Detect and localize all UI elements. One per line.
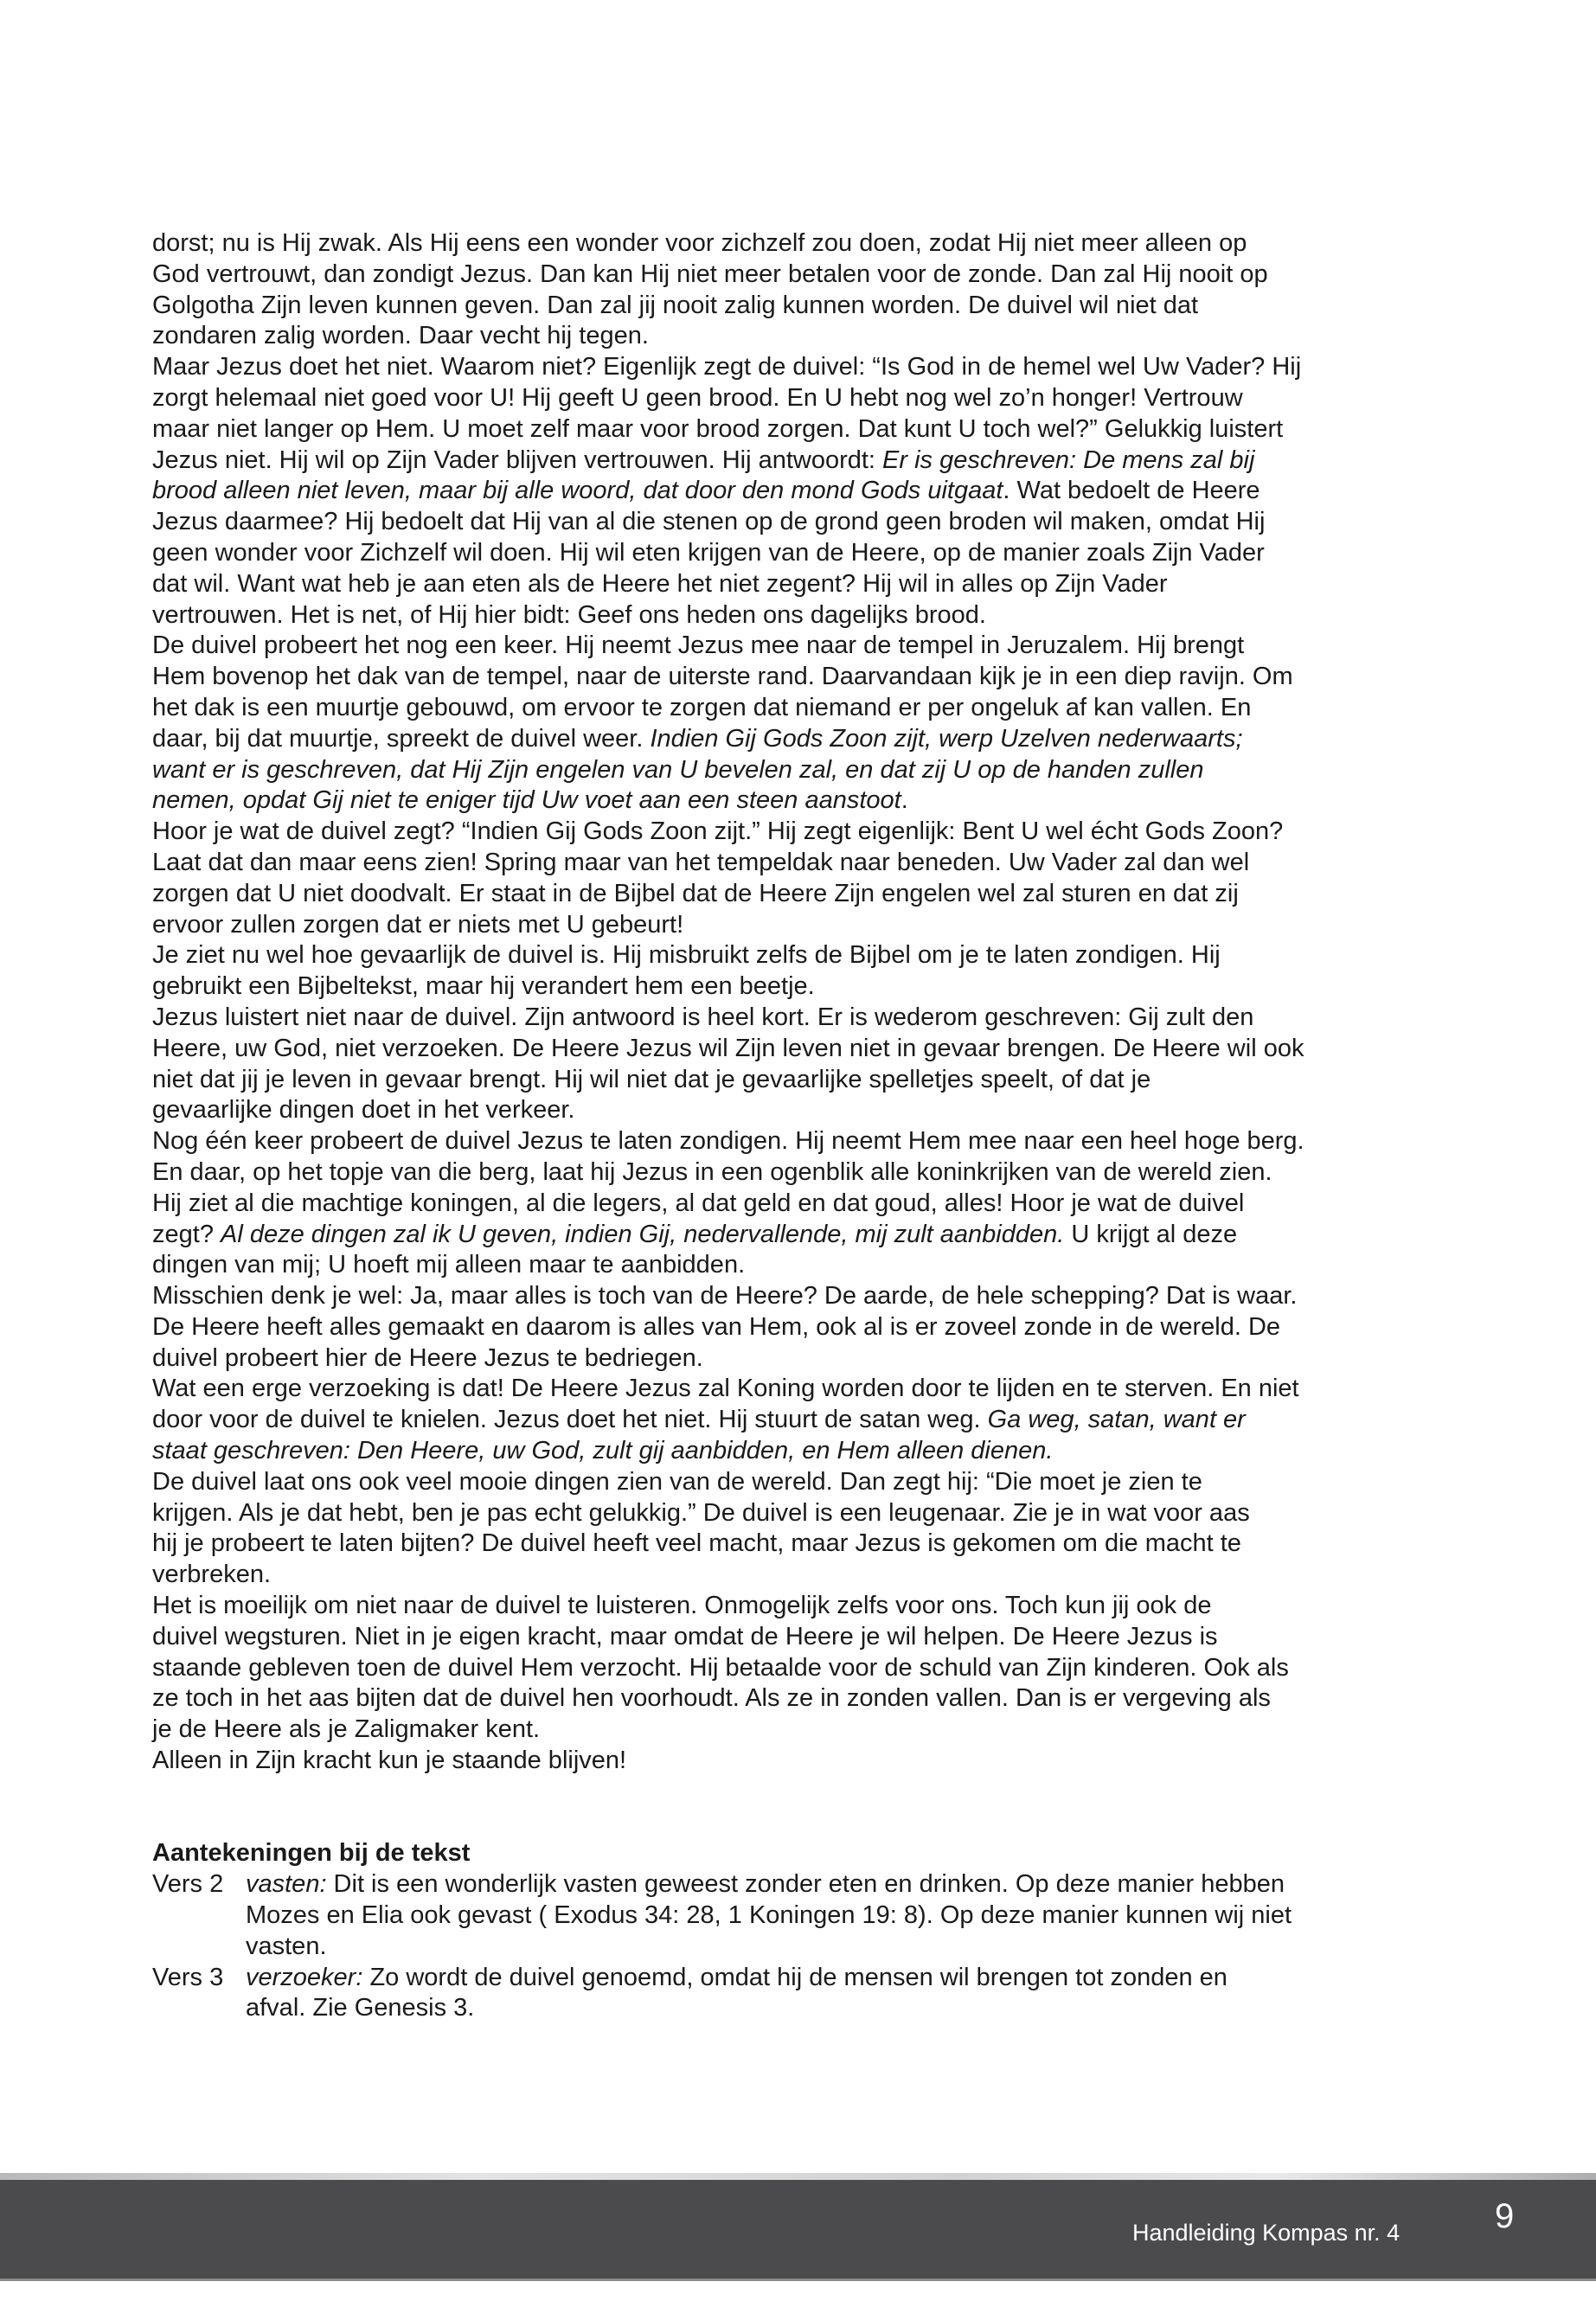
- text-line: [152, 848, 1450, 879]
- notes-list: [152, 1869, 1450, 2024]
- text-line: [246, 1932, 1450, 1963]
- text-run: Jezus niet. Hij wil op Zijn Vader blijven vertrouwen. Hij antwoordt:: [152, 445, 883, 474]
- text-line: [152, 383, 1450, 414]
- text-line: [152, 1374, 1450, 1405]
- text-line: [152, 445, 1450, 477]
- text-run: U krijgt al deze: [1064, 1220, 1238, 1248]
- text-run: verbreken.: [152, 1561, 272, 1589]
- text-run: Jezus daarmee? Hij bedoelt dat Hij van al die stenen op de grond geen broden wil maken, omdat Hij: [152, 508, 1266, 536]
- italic-quote: nemen, opdat Gij niet te eniger tijd Uw voet aan een steen aanstoot: [152, 786, 901, 815]
- text-line: [152, 910, 1450, 941]
- text-line: [152, 1281, 1450, 1312]
- text-run: gebruikt een Bijbeltekst, maar hij verandert hem een beetje.: [152, 972, 815, 1001]
- text-run: hij je probeert te laten bijten? De duivel heeft veel macht, maar Jezus is gekomen om die macht te: [152, 1529, 1241, 1558]
- text-line: [152, 755, 1450, 786]
- text-line: [152, 1095, 1450, 1126]
- text-line: [152, 1312, 1450, 1343]
- text-line: [152, 785, 1450, 817]
- italic-quote: Indien Gij Gods Zoon zijt, werp Uzelven nederwaarts;: [650, 724, 1243, 753]
- text-run: krijgen. Als je dat hebt, ben je pas echt gelukkig.” De duivel is een leugenaar. Zie je in wat voor aas: [152, 1498, 1250, 1527]
- text-line: [152, 600, 1450, 631]
- text-run: Dit is een wonderlijk vasten geweest zonder eten en drinken. Op deze manier hebben: [326, 1870, 1285, 1899]
- text-line: [152, 971, 1450, 1003]
- note-item: [152, 1869, 1450, 1962]
- text-run: zondaren zalig worden. Daar vecht hij tegen.: [152, 322, 649, 350]
- text-line: [152, 631, 1450, 662]
- text-line: [152, 693, 1450, 724]
- text-line: [152, 260, 1450, 291]
- verse-label: Vers 3: [152, 1963, 224, 1991]
- text-line: [152, 507, 1450, 538]
- section-spacer: [152, 1777, 1450, 1839]
- text-line: [152, 321, 1450, 352]
- text-run: niet dat jij je leven in gevaar brengt. Hij wil niet dat je gevaarlijke spelletjes speelt, of dat je: [152, 1065, 1151, 1093]
- text-line: [152, 352, 1450, 383]
- text-run: Golgotha Zijn leven kunnen geven. Dan zal jij nooit zalig kunnen worden. De duivel wil niet dat: [152, 291, 1199, 319]
- text-run: Hem bovenop het dak van de tempel, naar de uiterste rand. Daarvandaan kijk je in een diep ravijn. Om: [152, 663, 1293, 691]
- text-run: daar, bij dat muurtje, spreekt de duivel weer.: [152, 724, 651, 753]
- text-line: [152, 1622, 1450, 1653]
- italic-quote: want er is geschreven, dat Hij Zijn engelen van U bevelen zal, en dat zij U op de handen zullen: [152, 755, 1204, 784]
- italic-quote: Er is geschreven: De mens zal bij: [882, 445, 1255, 474]
- text-line: [152, 1715, 1450, 1746]
- text-run: Wat een erge verzoeking is dat! De Heere Jezus zal Koning worden door te lijden en te sterven. En niet: [152, 1375, 1299, 1403]
- text-run: zegt?: [152, 1220, 221, 1248]
- italic-quote: Al deze dingen zal ik U geven, indien Gij, nedervallende, mij zult aanbidden.: [221, 1220, 1065, 1248]
- body-text: [152, 228, 1450, 1777]
- text-line: [152, 1003, 1450, 1034]
- text-line: [152, 1683, 1450, 1715]
- text-line: [152, 414, 1450, 445]
- text-run: Je ziet nu wel hoe gevaarlijk de duivel is. Hij misbruikt zelfs de Bijbel om je te laten zondigen. Hij: [152, 941, 1221, 970]
- text-run: Heere, uw God, niet verzoeken. De Heere Jezus wil Zijn leven niet in gevaar brengen. De Heere wil ook: [152, 1034, 1304, 1062]
- text-run: Maar Jezus doet het niet. Waarom niet? Eigenlijk zegt de duivel: “Is God in de hemel wel Uw Vader? Hij: [152, 353, 1302, 381]
- text-run: gevaarlijke dingen doet in het verkeer.: [152, 1096, 575, 1125]
- text-run: vasten.: [246, 1932, 327, 1960]
- text-run: Mozes en Elia ook gevast ( Exodus 34: 28, 1 Koningen 19: 8). Op deze manier kunnen wij niet: [246, 1901, 1292, 1930]
- text-line: [152, 476, 1450, 507]
- text-line: [152, 1189, 1450, 1220]
- text-run: duivel wegsturen. Niet in je eigen kracht, maar omdat de Heere je wil helpen. De Heere Jezus is: [152, 1622, 1218, 1650]
- text-run: Jezus luistert niet naar de duivel. Zijn antwoord is heel kort. Er is wederom geschreven: Gij zult den: [152, 1003, 1254, 1031]
- italic-quote: staat geschreven: Den Heere, uw God, zult gij aanbidden, en Hem alleen dienen.: [152, 1437, 1054, 1465]
- text-line: [152, 538, 1450, 569]
- text-line: [152, 1653, 1450, 1684]
- text-line: [152, 1034, 1450, 1065]
- text-run: dorst; nu is Hij zwak. Als Hij eens een wonder voor zichzelf zou doen, zodat Hij niet meer alleen op: [152, 229, 1247, 257]
- italic-quote: Ga weg, satan, want er: [987, 1406, 1246, 1434]
- text-line: [246, 1993, 1450, 2024]
- text-run: zorgt helemaal niet goed voor U! Hij geeft U geen brood. En U hebt nog wel zo’n honger! Vertrouw: [152, 383, 1243, 412]
- text-line: [152, 879, 1450, 910]
- text-run: En daar, op het topje van die berg, laat hij Jezus in een ogenblik alle koninkrijken van de wereld zien.: [152, 1157, 1272, 1186]
- text-line: [152, 1405, 1450, 1436]
- text-line: [152, 1126, 1450, 1157]
- italic-quote: brood alleen niet leven, maar bij alle woord, dat door den mond Gods uitgaat: [152, 477, 1003, 505]
- text-line: [152, 1591, 1450, 1622]
- text-line: [152, 1220, 1450, 1251]
- text-line: [152, 228, 1450, 260]
- note-item: [152, 1963, 1450, 2025]
- verse-label: Vers 2: [152, 1870, 224, 1899]
- text-run: De duivel probeert het nog een keer. Hij neemt Jezus mee naar de tempel in Jeruzalem. Hij brengt: [152, 631, 1245, 660]
- text-line: [246, 1963, 1450, 1994]
- text-run: De duivel laat ons ook veel mooie dingen zien van de wereld. Dan zegt hij: “Die moet je zien te: [152, 1467, 1202, 1496]
- note-text: [246, 1869, 1450, 1962]
- text-run: Misschien denk je wel: Ja, maar alles is toch van de Heere? De aarde, de hele schepping? Dat is waar.: [152, 1282, 1298, 1311]
- text-line: [152, 940, 1450, 971]
- text-run: De Heere heeft alles gemaakt en daarom is alles van Hem, ook al is er zoveel zonde in de wereld. De: [152, 1312, 1281, 1341]
- text-run: Nog één keer probeert de duivel Jezus te laten zondigen. Hij neemt Hem mee naar een heel hoge berg.: [152, 1127, 1304, 1156]
- text-run: staande gebleven toen de duivel Hem verzocht. Hij betaalde voor de schuld van Zijn kinderen. Ook als: [152, 1653, 1289, 1682]
- text-run: dingen van mij; U hoeft mij alleen maar te aanbidden.: [152, 1251, 746, 1279]
- text-run: God vertrouwt, dan zondigt Jezus. Dan kan Hij niet meer betalen voor de zonde. Dan zal Hij nooit op: [152, 260, 1268, 288]
- text-run: Zo wordt de duivel genoemd, omdat hij de mensen wil brengen tot zonden en: [362, 1963, 1227, 1991]
- text-line: [152, 291, 1450, 322]
- text-run: Het is moeilijk om niet naar de duivel te luisteren. Onmogelijk zelfs voor ons. Toch kun jij ook de: [152, 1592, 1212, 1620]
- text-run: ervoor zullen zorgen dat er niets met U gebeurt!: [152, 910, 684, 939]
- text-run: door voor de duivel te knielen. Jezus doet het niet. Hij stuurt de satan weg.: [152, 1406, 988, 1434]
- text-run: geen wonder voor Zichzelf wil doen. Hij wil eten krijgen van de Heere, op de manier zoals Zijn Vader: [152, 538, 1265, 567]
- text-run: Alleen in Zijn kracht kun je staande blijven!: [152, 1747, 627, 1775]
- text-run: ze toch in het aas bijten dat de duivel hen voorhoudt. Als ze in zonden vallen. Dan is er vergeving als: [152, 1684, 1271, 1713]
- text-run: duivel probeert hier de Heere Jezus te bedriegen.: [152, 1343, 703, 1372]
- text-run: je de Heere als je Zaligmaker kent.: [152, 1715, 541, 1744]
- text-line: [152, 1529, 1450, 1560]
- notes-heading: Aantekeningen bij de tekst: [152, 1839, 471, 1868]
- text-line: [152, 662, 1450, 693]
- text-run: het dak is een muurtje gebouwd, om ervoor te zorgen dat niemand er per ongeluk af kan vallen. En: [152, 693, 1252, 721]
- text-line: [246, 1900, 1450, 1932]
- page-number: 9: [1495, 2197, 1515, 2235]
- text-line: [152, 1467, 1450, 1498]
- page-body: [152, 228, 1450, 2024]
- text-run: Hij ziet al die machtige koningen, al die legers, al dat geld en dat goud, alles! Hoor je wat de duivel: [152, 1189, 1245, 1217]
- text-run: dat wil. Want wat heb je aan eten als de Heere het niet zegent? Hij wil in alles op Zijn Vader: [152, 569, 1168, 598]
- text-line: [152, 1250, 1450, 1281]
- text-line: [246, 1869, 1450, 1900]
- text-line: [152, 1157, 1450, 1189]
- text-run: . Wat bedoelt de Heere: [1003, 477, 1260, 505]
- text-line: [152, 817, 1450, 848]
- text-run: Hoor je wat de duivel zegt? “Indien Gij Gods Zoon zijt.” Hij zegt eigenlijk: Bent U wel écht Gods Zoon?: [152, 817, 1284, 846]
- text-line: [152, 1560, 1450, 1591]
- text-line: [152, 1498, 1450, 1529]
- text-line: [152, 1065, 1450, 1096]
- text-line: [152, 569, 1450, 600]
- italic-quote: vasten:: [246, 1870, 327, 1899]
- text-run: zorgen dat U niet doodvalt. Er staat in de Bijbel dat de Heere Zijn engelen wel zal sturen en dat zij: [152, 879, 1239, 907]
- text-run: maar niet langer op Hem. U moet zelf maar voor brood zorgen. Dat kunt U toch wel?” Gelukkig luistert: [152, 414, 1284, 443]
- text-line: [152, 1343, 1450, 1375]
- text-line: [152, 1746, 1450, 1777]
- italic-quote: verzoeker:: [246, 1963, 363, 1991]
- text-run: afval. Zie Genesis 3.: [246, 1994, 475, 2022]
- text-run: Laat dat dan maar eens zien! Spring maar van het tempeldak naar beneden. Uw Vader zal dan wel: [152, 848, 1250, 876]
- note-text: [246, 1963, 1450, 2025]
- text-line: [152, 1436, 1450, 1467]
- text-run: vertrouwen. Het is net, of Hij hier bidt: Geef ons heden ons dagelijks brood.: [152, 600, 986, 629]
- footer-title: Handleiding Kompas nr. 4: [1132, 2220, 1401, 2246]
- text-run: .: [901, 786, 908, 815]
- text-line: [152, 724, 1450, 755]
